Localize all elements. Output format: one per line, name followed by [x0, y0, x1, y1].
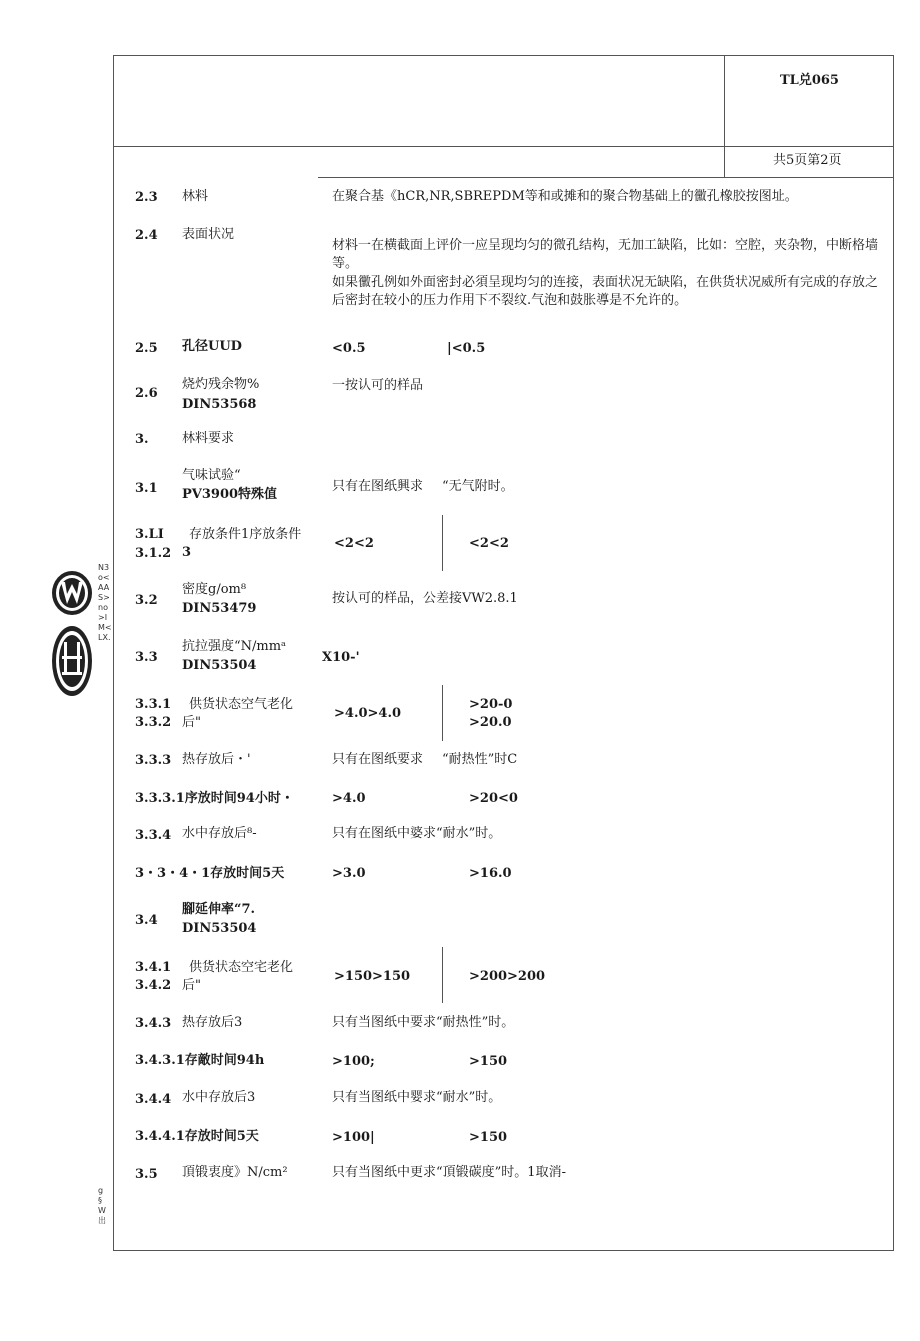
frame-left [113, 55, 114, 1251]
row-2-5-num: 2.5 [135, 341, 158, 356]
row-2-6-label: 烧灼残余物% [182, 377, 260, 392]
row-3-4-label: 腳延伸率“7. [182, 902, 256, 917]
row-3-4-3-value: 只有当图纸中要求“耐热性”时。 [332, 1015, 515, 1030]
row-divider-3-3-1 [442, 685, 443, 741]
row-2-6-num: 2.6 [135, 386, 158, 401]
row-2-4-value-2: 如果黴孔例如外面密封必須呈现均匀的连接，表面状况无缺陷，在供货状况威所有完成的存放之后密封在较小的压力作用下不裂纹.气泡和鼓胀導是不允许的。 [332, 275, 879, 308]
row-2-6-label-2: DIN53568 [182, 397, 257, 412]
side-marks-bottom: g § W 出 [98, 1186, 106, 1225]
row-3-5-num: 3.5 [135, 1167, 158, 1182]
row-2-3-num: 2.3 [135, 190, 158, 205]
row-divider-3-1 [442, 515, 443, 571]
row-3-3-1-num: 3.3.1 [135, 697, 172, 712]
row-3-1-1-num: 3.LI [135, 527, 164, 542]
row-3-4-3-1-num: 3.4.3.1存敵时间94h [135, 1053, 265, 1068]
row-3-4-2-num: 3.4.2 [135, 978, 172, 993]
row-3-1-value-2: “无气附时。 [442, 479, 514, 494]
row-3-4-4-label: 水中存放后3 [182, 1090, 256, 1105]
vw-logo-icon [50, 568, 94, 618]
row-3-3-3-value-1: 只有在图纸要求 [332, 752, 424, 767]
row-3-4-3-1-value-2: >150 [469, 1054, 508, 1069]
row-3-3-4-value: 只有在图纸中婆求“耐水”时。 [332, 826, 502, 841]
row-3-3-3-1-value-1: >4.0 [332, 791, 366, 806]
row-3-4-4-value: 只有当图纸中婴求“耐水”时。 [332, 1090, 502, 1105]
row-3-3-1-value-2: >20-0 [469, 697, 513, 712]
row-3-3-3-1-value-2: >20<0 [469, 791, 518, 806]
row-2-5-value-2: |<0.5 [447, 341, 486, 356]
row-3-3-label-2: DIN53504 [182, 658, 257, 673]
row-2-3-label: 林料 [182, 189, 209, 204]
row-3-4-1-label-2: 后" [182, 978, 201, 993]
row-3-3-3-1-num: 3.3.3.1序放时间94小时・ [135, 791, 294, 806]
row-3-3-3-value-2: “耐热性”时C [442, 752, 518, 767]
row-3-3-value: X10-' [322, 650, 360, 665]
row-2-4-value-1: 材料一在横截面上评价一应呈现均匀的微孔结构，无加工缺陷，比如：空腔，夹杂物，中断格墙等。 [332, 238, 879, 271]
row-3-4-1-label: 供货状态空宅老化 [189, 960, 294, 975]
row-3-3-num: 3.3 [135, 650, 158, 665]
row-3-3-4-1-value-1: >3.0 [332, 866, 366, 881]
row-3-4-3-label: 热存放后3 [182, 1015, 243, 1030]
row-3-3-2-value-2: >20.0 [469, 715, 512, 730]
row-3-4-4-1-value-2: >150 [469, 1130, 508, 1145]
row-3-4-1-value-1: >150>150 [334, 969, 411, 984]
row-3-2-value: 按认可的样品，公差接VW2.8.1 [332, 591, 518, 606]
row-2-5-label: 孔径UUD [182, 339, 242, 354]
row-3-4-label-2: DIN53504 [182, 921, 257, 936]
row-3-4-4-1-value-1: >100| [332, 1130, 375, 1145]
row-3-3-1-label: 供货状态空气老化 [189, 697, 294, 712]
row-3-2-num: 3.2 [135, 593, 158, 608]
row-3-3-3-label: 热存放后・' [182, 752, 251, 767]
row-3-3-4-num: 3.3.4 [135, 828, 172, 843]
row-3-4-3-1-value-1: >100; [332, 1054, 375, 1069]
row-3-4-num: 3.4 [135, 913, 158, 928]
page-info: 共5页第2页 [773, 153, 842, 168]
side-marks-top: N3 o< AA S> no >I M< LX. [98, 563, 112, 642]
audi-logo-icon [50, 624, 94, 698]
row-3-4-1-value-2: >200>200 [469, 969, 546, 984]
row-3-3-4-1-num: 3・3・4・1存放时间5天 [135, 866, 285, 881]
row-2-3-value: 在聚合基《hCR,NR,SBREPDM等和或摊和的聚合物基础上的黴孔橡胶按图址。 [332, 189, 798, 204]
row-3-2-label: 密度g/om⁸ [182, 582, 247, 597]
row-3-1-num: 3.1 [135, 481, 158, 496]
row-3-4-3-num: 3.4.3 [135, 1016, 172, 1031]
row-3-4-4-1-num: 3.4.4.1存放时间5天 [135, 1129, 259, 1144]
row-3-3-1-label-2: 后" [182, 715, 201, 730]
row-3-1-value-1: 只有在图纸興求 [332, 479, 424, 494]
row-3-3-4-1-value-2: >16.0 [469, 866, 512, 881]
row-3-1-2-num: 3.1.2 [135, 546, 172, 561]
row-2-5-value-1: <0.5 [332, 341, 366, 356]
header-vertical-divider [724, 55, 725, 178]
frame-top [113, 55, 894, 56]
row-3-1-1-label-2: 3 [182, 545, 192, 560]
row-3-1-label: 气味试验“ [182, 468, 241, 483]
row-2-6-value: 一按认可的样品 [332, 378, 424, 393]
row-3-3-3-num: 3.3.3 [135, 753, 172, 768]
row-3-3-2-num: 3.3.2 [135, 715, 172, 730]
row-3-3-label: 抗拉强度“N/mmᵃ [182, 639, 287, 654]
row-3-1-1-label: 存放条件1序放条件 [189, 527, 302, 542]
row-2-4-label: 表面状况 [182, 227, 235, 242]
row-3-label: 林料要求 [182, 431, 235, 446]
row-3-4-4-num: 3.4.4 [135, 1092, 172, 1107]
row-3-1-label-2: PV3900特殊值 [182, 487, 278, 502]
row-3-num: 3. [135, 432, 149, 447]
page-info-underline [318, 177, 894, 178]
row-3-3-4-label: 水中存放后⁸- [182, 826, 257, 841]
frame-bottom [113, 1250, 894, 1251]
row-3-2-label-2: DIN53479 [182, 601, 257, 616]
row-3-5-value: 只有当图纸中更求“頂锻碳度”时。1取消- [332, 1165, 566, 1180]
row-3-5-label: 頂锻衷度》N/cm² [182, 1165, 288, 1180]
frame-right [893, 55, 894, 1251]
doc-number: TL兑065 [780, 73, 839, 88]
row-3-3-1-value-1: >4.0>4.0 [334, 706, 402, 721]
header-divider [113, 146, 894, 147]
row-3-4-1-num: 3.4.1 [135, 960, 172, 975]
row-2-4-num: 2.4 [135, 228, 158, 243]
row-divider-3-4-1 [442, 947, 443, 1003]
row-3-1-1-value-2: <2<2 [469, 536, 509, 551]
row-3-1-1-value-1: <2<2 [334, 536, 374, 551]
